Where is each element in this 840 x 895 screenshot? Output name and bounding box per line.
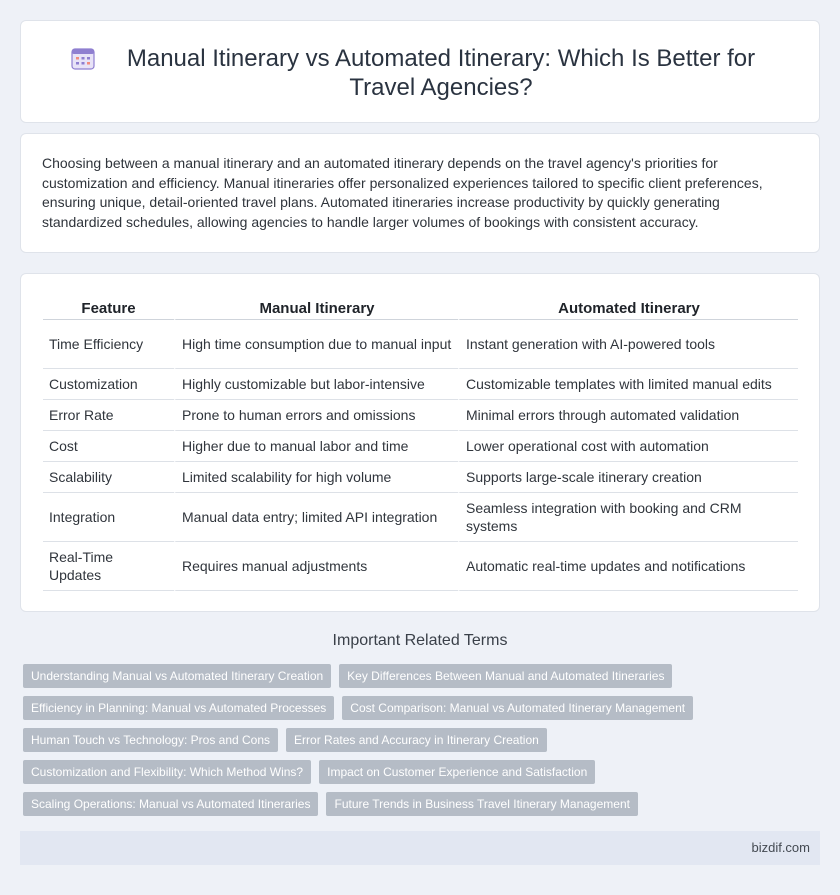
column-header: Automated Itinerary — [458, 294, 798, 320]
table-cell: High time consumption due to manual input — [174, 320, 458, 369]
related-term-link[interactable]: Customization and Flexibility: Which Method Wins? — [23, 760, 311, 784]
table-cell: Requires manual adjustments — [174, 542, 458, 591]
related-term-link[interactable]: Scaling Operations: Manual vs Automated Itineraries — [23, 792, 318, 816]
table-row — [43, 369, 798, 400]
table-cell: Limited scalability for high volume — [174, 462, 458, 493]
table-row — [43, 493, 798, 542]
table-cell: Supports large-scale itinerary creation — [458, 462, 798, 493]
related-term-link[interactable]: Efficiency in Planning: Manual vs Automated Processes — [23, 696, 334, 720]
table-cell: Error Rate — [43, 400, 174, 431]
comparison-table — [43, 294, 798, 591]
comparison-card — [20, 273, 820, 612]
table-row — [43, 400, 798, 431]
site-link[interactable]: bizdif.com — [751, 840, 810, 855]
table-cell: Scalability — [43, 462, 174, 493]
related-term-link[interactable]: Impact on Customer Experience and Satisfaction — [319, 760, 595, 784]
table-cell: Seamless integration with booking and CRM systems — [458, 493, 798, 542]
table-cell: Automatic real-time updates and notifications — [458, 542, 798, 591]
table-row — [43, 320, 798, 369]
related-terms-list — [23, 664, 823, 824]
table-cell: Customizable templates with limited manual edits — [458, 369, 798, 400]
table-cell: Higher due to manual labor and time — [174, 431, 458, 462]
table-cell: Integration — [43, 493, 174, 542]
page-title: Manual Itinerary vs Automated Itinerary: Which Is Better for Travel Agencies? — [126, 45, 756, 101]
related-term-link[interactable]: Cost Comparison: Manual vs Automated Itinerary Management — [342, 696, 693, 720]
table-cell: Prone to human errors and omissions — [174, 400, 458, 431]
table-cell: Lower operational cost with automation — [458, 431, 798, 462]
table-header-row — [43, 294, 798, 320]
table-cell: Minimal errors through automated validation — [458, 400, 798, 431]
table-cell: Time Efficiency — [43, 320, 174, 369]
column-header: Feature — [43, 294, 174, 320]
table-row — [43, 462, 798, 493]
intro-paragraph: Choosing between a manual itinerary and an automated itinerary depends on the travel agency's priorities for customization and efficiency. Manual itineraries offer personalized experiences tailored to specific client preferences, ensuring unique, detail-oriented travel plans. Automated itineraries increase productivity by quickly generating standardized schedules, allowing agencies to handle larger volumes of bookings with consistent accuracy. — [42, 155, 763, 230]
related-term-link[interactable]: Key Differences Between Manual and Automated Itineraries — [339, 664, 672, 688]
related-term-link[interactable]: Error Rates and Accuracy in Itinerary Creation — [286, 728, 547, 752]
table-cell: Customization — [43, 369, 174, 400]
table-cell: Highly customizable but labor-intensive — [174, 369, 458, 400]
related-term-link[interactable]: Human Touch vs Technology: Pros and Cons — [23, 728, 278, 752]
calendar-icon — [71, 47, 97, 71]
intro-card — [20, 133, 820, 253]
footer — [20, 831, 820, 865]
table-cell: Manual data entry; limited API integration — [174, 493, 458, 542]
header-card — [20, 20, 820, 123]
related-term-link[interactable]: Future Trends in Business Travel Itinerary Management — [326, 792, 637, 816]
table-cell: Instant generation with AI-powered tools — [458, 320, 798, 369]
table-cell: Cost — [43, 431, 174, 462]
table-cell: Real-Time Updates — [43, 542, 174, 591]
column-header: Manual Itinerary — [174, 294, 458, 320]
table-row — [43, 542, 798, 591]
table-row — [43, 431, 798, 462]
related-terms-title: Important Related Terms — [332, 632, 508, 649]
related-term-link[interactable]: Understanding Manual vs Automated Itinerary Creation — [23, 664, 331, 688]
